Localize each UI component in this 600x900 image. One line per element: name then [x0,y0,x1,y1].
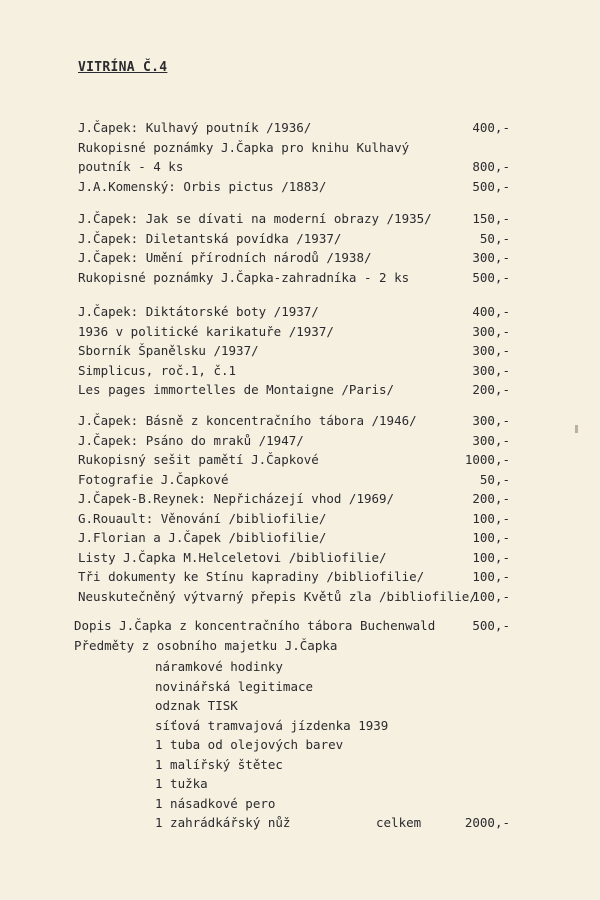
inventory-row [0,616,600,635]
personal-item-row [0,696,600,715]
item-title: 1 zahrádkářský nůž [155,815,291,830]
inventory-row [0,587,600,606]
personal-item-row [0,735,600,754]
inventory-row [0,118,600,137]
personal-item-row [0,813,600,832]
inventory-row [0,138,600,157]
inventory-row [0,431,600,450]
item-title: Rukopisný sešit pamětí J.Čapkové [78,452,319,467]
item-price: 50,- [479,230,510,246]
item-title: J.Čapek: Psáno do mraků /1947/ [78,432,304,448]
item-title: J.Čapek: Kulhavý poutník /1936/ [78,120,312,135]
item-price: 200,- [472,491,510,506]
item-title: Předměty z osobního majetku J.Čapka [74,637,338,653]
item-price: 300,- [472,343,510,358]
inventory-row [0,268,600,287]
item-title: J.Čapek: Diletantská povídka /1937/ [78,230,342,246]
inventory-row [0,489,600,508]
item-title: 1 násadkové pero [155,795,276,811]
item-title: novinářská legitimace [155,678,314,694]
item-title: J.Čapek: Jak se dívati na moderní obrazy /1935/ [78,211,432,226]
item-price: 300,- [472,432,510,448]
inventory-row [0,509,600,528]
paper-mark [575,425,578,433]
inventory-row [0,157,600,176]
item-title: Rukopisné poznámky J.Čapka-zahradníka - 2 ks [78,269,410,285]
inventory-row [0,361,600,380]
personal-item-row [0,794,600,813]
inventory-row [0,450,600,469]
item-title: 1 tuba od olejových barev [155,737,344,752]
inventory-row [0,341,600,360]
personal-item-row [0,774,600,793]
item-price: 150,- [472,211,510,226]
item-title: J.Florian a J.Čapek /bibliofilie/ [78,530,327,545]
item-title: Fotografie J.Čapkové [78,471,229,487]
item-title: Tři dokumenty ke Stínu kapradiny /bibliofilie/ [78,569,425,584]
item-title: Rukopisné poznámky J.Čapka pro knihu Kulhavý [78,139,410,155]
inventory-row [0,380,600,399]
inventory-row [0,209,600,228]
item-price: 400,- [472,304,510,319]
inventory-row [0,636,600,655]
item-title: Listy J.Čapka M.Helceletovi /bibliofilie/ [78,549,387,565]
item-title: J.Čapek: Umění přírodních národů /1938/ [78,250,372,265]
personal-item-row [0,755,600,774]
inventory-row [0,322,600,341]
item-price: 500,- [472,178,510,194]
item-title: síťová tramvajová jízdenka 1939 [155,717,389,733]
item-title: 1 tužka [155,776,208,791]
total-label: celkem [376,815,422,830]
item-price: 500,- [472,269,510,285]
item-price: 300,- [472,362,510,378]
page-title: VITRÍNA Č.4 [78,60,168,75]
item-title: poutník - 4 ks [78,159,184,174]
item-price: 100,- [472,510,510,526]
item-title: G.Rouault: Věnování /bibliofilie/ [78,510,327,526]
item-price: 100,- [472,569,510,584]
item-title: J.Čapek-B.Reynek: Nepřicházejí vhod /1969/ [78,491,395,506]
item-title: J.Čapek: Básně z koncentračního tábora /1946/ [78,413,417,428]
item-title: náramkové hodinky [155,659,283,674]
item-price: 200,- [472,382,510,397]
item-price: 300,- [472,413,510,428]
item-price: 100,- [472,588,510,604]
total-price: 2000,- [464,815,510,830]
item-price: 1000,- [464,452,510,467]
item-title: J.A.Komenský: Orbis pictus /1883/ [78,178,327,194]
inventory-row [0,177,600,196]
item-price: 800,- [472,159,510,174]
item-title: Les pages immortelles de Montaigne /Paris/ [78,382,395,397]
inventory-row [0,248,600,267]
inventory-row [0,528,600,547]
item-title: J.Čapek: Diktátorské boty /1937/ [78,304,319,319]
item-price: 300,- [472,323,510,339]
inventory-row [0,411,600,430]
item-price: 50,- [479,471,510,487]
item-title: 1936 v politické karikatuře /1937/ [78,323,334,339]
item-title: odznak TISK [155,698,238,713]
inventory-row [0,302,600,321]
item-price: 300,- [472,250,510,265]
item-price: 400,- [472,120,510,135]
personal-item-row [0,657,600,676]
inventory-row [0,229,600,248]
item-price: 100,- [472,530,510,545]
inventory-row [0,567,600,586]
item-price: 500,- [472,618,510,633]
item-title: Neuskutečněný výtvarný přepis Květů zla /bibliofilie/ [78,588,477,604]
personal-item-row [0,677,600,696]
item-title: Dopis J.Čapka z koncentračního tábora Buchenwald [74,618,436,633]
item-title: 1 malířský štětec [155,756,283,772]
inventory-row [0,548,600,567]
item-price: 100,- [472,549,510,565]
item-title: Sborník Španělsku /1937/ [78,343,259,358]
inventory-row [0,470,600,489]
item-title: Simplicus, roč.1, č.1 [78,362,237,378]
personal-item-row [0,716,600,735]
